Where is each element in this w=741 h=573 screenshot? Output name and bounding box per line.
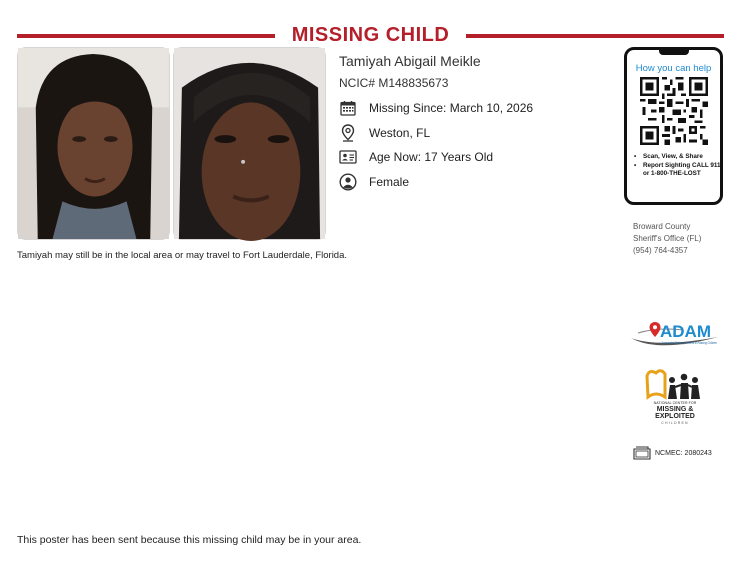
poster-title: MISSING CHILD <box>291 24 450 46</box>
person-icon <box>339 173 357 191</box>
agency-name-2: Sheriff's Office (FL) <box>633 234 702 243</box>
ncmec-logo <box>644 367 706 430</box>
calendar-icon <box>339 99 357 117</box>
adam-logo <box>628 318 720 354</box>
age-now: Age Now: 17 Years Old <box>369 150 494 165</box>
id-card-icon <box>339 148 357 166</box>
ncmec-case <box>633 446 712 460</box>
agency-phone: (954) 764-4357 <box>633 246 688 255</box>
svg-text:ADAM: ADAM <box>660 322 711 341</box>
agency-contact <box>633 221 701 257</box>
location-pin-icon <box>339 124 357 142</box>
svg-text:Automated Delivery of Alerts o: Automated Delivery of Alerts on Missing Children <box>662 341 718 345</box>
agency-name-1: Broward County <box>633 222 691 231</box>
ncic-number: NCIC# M148835673 <box>339 76 449 90</box>
child-info <box>339 53 609 194</box>
qr-code-icon[interactable] <box>640 77 708 145</box>
missing-since: Missing Since: March 10, 2026 <box>369 101 534 116</box>
child-photo-1 <box>17 47 170 240</box>
ncmec-top-text: NATIONAL CENTER FOR <box>653 401 697 405</box>
sex: Female <box>369 174 410 189</box>
help-bullet-report: • Report Sighting CALL 911 or 1-800-THE-LOST <box>631 162 721 178</box>
age-row <box>339 145 609 170</box>
last-seen-location: Weston, FL <box>369 125 431 140</box>
phone-notch <box>659 50 689 55</box>
missing-since-row <box>339 96 609 121</box>
help-title: How you can help <box>635 63 712 74</box>
poster-footer: This poster has been sent because this missing child may be in your area. <box>17 534 362 546</box>
folder-icon <box>633 446 651 460</box>
travel-note: Tamiyah may still be in the local area or may travel to Fort Lauderdale, Florida. <box>17 250 348 261</box>
header-rule-left <box>17 34 275 38</box>
header-rule-right <box>466 34 724 38</box>
sex-row <box>339 170 609 195</box>
child-photo-2 <box>173 47 326 240</box>
help-card <box>624 47 723 205</box>
help-bullet-share: • Scan, View, & Share <box>631 153 721 161</box>
child-name: Tamiyah Abigail Meikle <box>339 53 481 69</box>
ncmec-name-text: MISSING & EXPLOITED <box>655 406 695 420</box>
location-row <box>339 121 609 146</box>
ncmec-case-number: NCMEC: 2080243 <box>655 449 712 457</box>
help-instructions <box>631 153 721 179</box>
ncmec-bottom-text: CHILDREN <box>661 421 689 425</box>
